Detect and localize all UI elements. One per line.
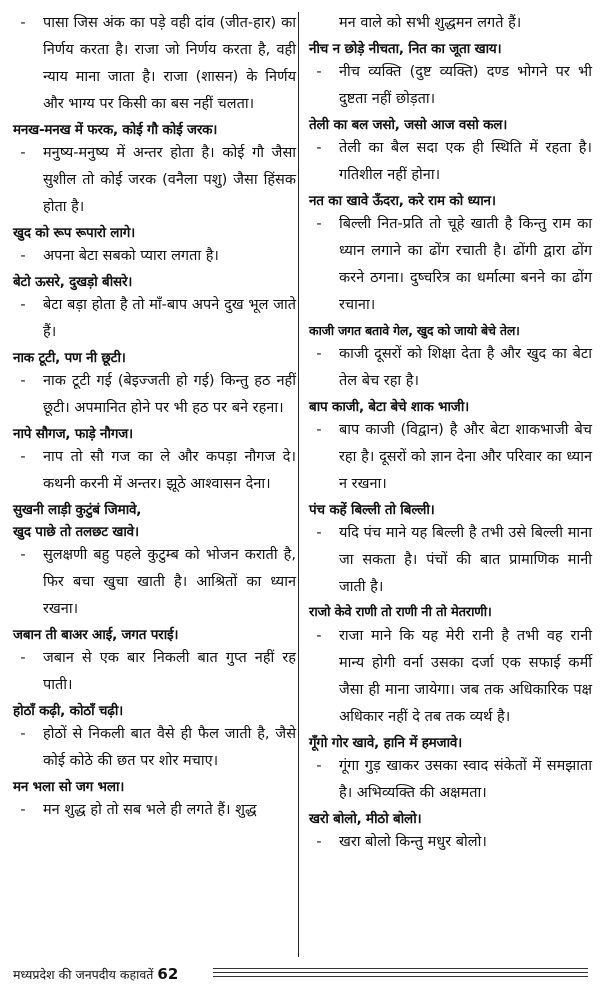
proverb-heading: जबान ती बाअर आई, जगत पराई। bbox=[13, 627, 179, 643]
proverb-heading: होठाँ कढ़ी, कोठाँ चढ़ी। bbox=[13, 703, 124, 719]
footer-rule bbox=[213, 976, 588, 977]
right-column bbox=[309, 10, 592, 856]
proverb-entry bbox=[13, 272, 296, 346]
proverb-explanation: - नाप तो सौ गज का ले और कपड़ा नौगज दे। कथनी करनी में अन्तर। झूठे आश्वासन देना। bbox=[20, 449, 296, 492]
proverb-heading: खरो बोलो, मीठो बोलो। bbox=[309, 811, 422, 827]
proverb-explanation: - गूंगा गुड़ खाकर उसका स्वाद संकेतों में समझाता है। अभिव्यक्ति की अक्षमता। bbox=[316, 758, 592, 801]
proverb-explanation: - बाप काजी (विद्वान) है और बेटा शाकभाजी बेच रहा है। दूसरों को ज्ञान देना और परिवार का ध्यान न रखना। bbox=[316, 422, 592, 492]
proverb-explanation: - बेटा बड़ा होता है तो माँ-बाप अपने दुख भूल जाते हैं। bbox=[20, 297, 296, 340]
proverb-explanation-continued: मन वाले को सभी शुद्धमन लगते हैं। bbox=[339, 15, 522, 31]
proverb-explanation: - बिल्ली नित-प्रति तो चूहे खाती है किन्तु राम का ध्यान लगाने का ढोंग रचाती है। ढोंगी द्वारा ढोंग करने ठगना। दुष्चरित्र का धर्मात्मा बनने का ढोंग रचाना। bbox=[316, 216, 592, 313]
proverb-explanation: - मन शुद्ध हो तो सब भले ही लगते हैं। शुद्ध bbox=[20, 802, 257, 818]
page-footer bbox=[13, 962, 588, 986]
proverb-heading-line-2: खुद पाछे तो तलछट खावे। bbox=[13, 524, 139, 540]
proverb-entry bbox=[309, 115, 592, 189]
proverb-heading: गूँगो गोर खावे, हानि में हमजावे। bbox=[309, 735, 463, 751]
proverb-entry bbox=[309, 397, 592, 498]
proverb-explanation: - यदि पंच माने यह बिल्ली है तभी उसे बिल्ली माना जा सकता है। पंचों की बात प्रामाणिक मानी जाती है। bbox=[316, 525, 592, 595]
left-column bbox=[13, 10, 296, 824]
proverb-entry bbox=[13, 625, 296, 699]
proverb-heading: नापे सौगज, फाड़े नौगज। bbox=[13, 426, 133, 442]
book-title: मध्यप्रदेश की जनपदीय कहावतें bbox=[13, 967, 154, 982]
footer-label bbox=[13, 964, 178, 985]
proverb-entry bbox=[309, 39, 592, 113]
proverb-entry bbox=[13, 120, 296, 221]
proverb-entry bbox=[13, 10, 296, 118]
proverb-explanation: - काजी दूसरों को शिक्षा देता है और खुद का बेटा तेल बेच रहा है। bbox=[316, 346, 592, 389]
proverb-explanation: - खरा बोलो किन्तु मधुर बोलो। bbox=[316, 834, 487, 850]
proverb-explanation: - सुलक्षणी बहु पहले कुटुम्ब को भोजन कराती है, फिर बचा खुचा खाती है। आश्रितों का ध्यान रखना। bbox=[20, 547, 296, 617]
proverb-entry bbox=[309, 603, 592, 731]
proverb-heading: नत का खावे ऊँदरा, करे राम को ध्यान। bbox=[309, 193, 496, 209]
proverb-explanation: - अपना बेटा सबको प्यारा लगता है। bbox=[20, 248, 219, 264]
proverb-heading: नाक टूटी, पण नी छूटी। bbox=[13, 350, 126, 366]
proverb-explanation: - होठों से निकली बात वैसे ही फैल जाती है, जैसे कोई कोठे की छत पर शोर मचाए। bbox=[20, 726, 296, 769]
proverb-explanation: - मनुष्य-मनुष्य में अन्तर होता है। कोई गौ जैसा सुशील तो कोई जरक (वनैला पशु) जैसा हिंसक होता है। bbox=[20, 145, 296, 215]
column-divider bbox=[298, 12, 299, 957]
proverb-entry bbox=[309, 500, 592, 601]
page-number: 62 bbox=[157, 965, 179, 983]
proverb-heading: बेटो ऊसरे, दुखड़ो बीसरे। bbox=[13, 274, 133, 290]
proverb-entry bbox=[13, 777, 296, 824]
proverb-heading: खुद को रूप रूपारो लागे। bbox=[13, 225, 136, 241]
proverb-explanation: - तेली का बैल सदा एक ही स्थिति में रहता है। गतिशील नहीं होना। bbox=[316, 140, 592, 183]
proverb-entry bbox=[309, 321, 592, 395]
proverb-heading: नीच न छोड़े नीचता, नित का जूता खाय। bbox=[309, 41, 502, 57]
proverb-heading: मन भला सो जग भला। bbox=[13, 779, 125, 795]
proverb-heading: बाप काजी, बेटा बेचे शाक भाजी। bbox=[309, 399, 470, 415]
proverb-entry bbox=[13, 348, 296, 422]
proverb-explanation: - पासा जिस अंक का पड़े वही दांव (जीत-हार) का निर्णय करता है। राजा जो निर्णय करता है, वही न्याय माना जाता है। राजा (शासन) के निर्णय और भाग्य पर किसी का बस नहीं चलता। bbox=[20, 15, 296, 112]
proverb-heading: मनख-मनख में फरक, कोई गौ कोई जरक। bbox=[13, 122, 218, 138]
proverb-entry bbox=[13, 223, 296, 270]
proverb-entry bbox=[309, 809, 592, 856]
proverb-explanation: - नीच व्यक्ति (दुष्ट व्यक्ति) दण्ड भोगने पर भी दुष्टता नहीं छोड़ता। bbox=[316, 64, 592, 107]
proverb-heading: तेली का बल जसो, जसो आज वसो कल। bbox=[309, 117, 508, 133]
proverb-explanation: - राजा माने कि यह मेरी रानी है तभी वह रानी मान्य होगी वर्ना उसका दर्जा एक सफाई कर्मी जैसा ही माना जायेगा। जब तक अधिकारिक पक्ष अधिकार नहीं दे तब तक व्यर्थ है। bbox=[316, 628, 592, 725]
footer-rule bbox=[213, 972, 588, 973]
proverb-heading: सुखनी लाड़ी कुटुंबं जिमावे, bbox=[13, 502, 142, 518]
proverb-heading: राजो केवे राणी तो राणी नी तो मेतराणी। bbox=[309, 605, 492, 620]
proverb-entry bbox=[13, 424, 296, 498]
proverb-entry bbox=[13, 500, 296, 623]
proverb-entry bbox=[309, 191, 592, 319]
proverb-heading: पंच कहें बिल्ली तो बिल्ली। bbox=[309, 502, 435, 518]
footer-rule bbox=[213, 968, 588, 969]
proverb-explanation: - जबान से एक बार निकली बात गुप्त नहीं रह पाती। bbox=[20, 650, 296, 693]
proverb-entry bbox=[309, 10, 592, 37]
proverb-heading: काजी जगत बतावे गेल, खुद को जायो बेचे तेल। bbox=[309, 323, 520, 338]
proverb-entry bbox=[13, 701, 296, 775]
proverb-explanation: - नाक टूटी गई (बेइज्जती हो गई) किन्तु हठ नहीं छूटी। अपमानित होने पर भी हठ पर बने रहना। bbox=[20, 373, 296, 416]
proverb-entry bbox=[309, 733, 592, 807]
